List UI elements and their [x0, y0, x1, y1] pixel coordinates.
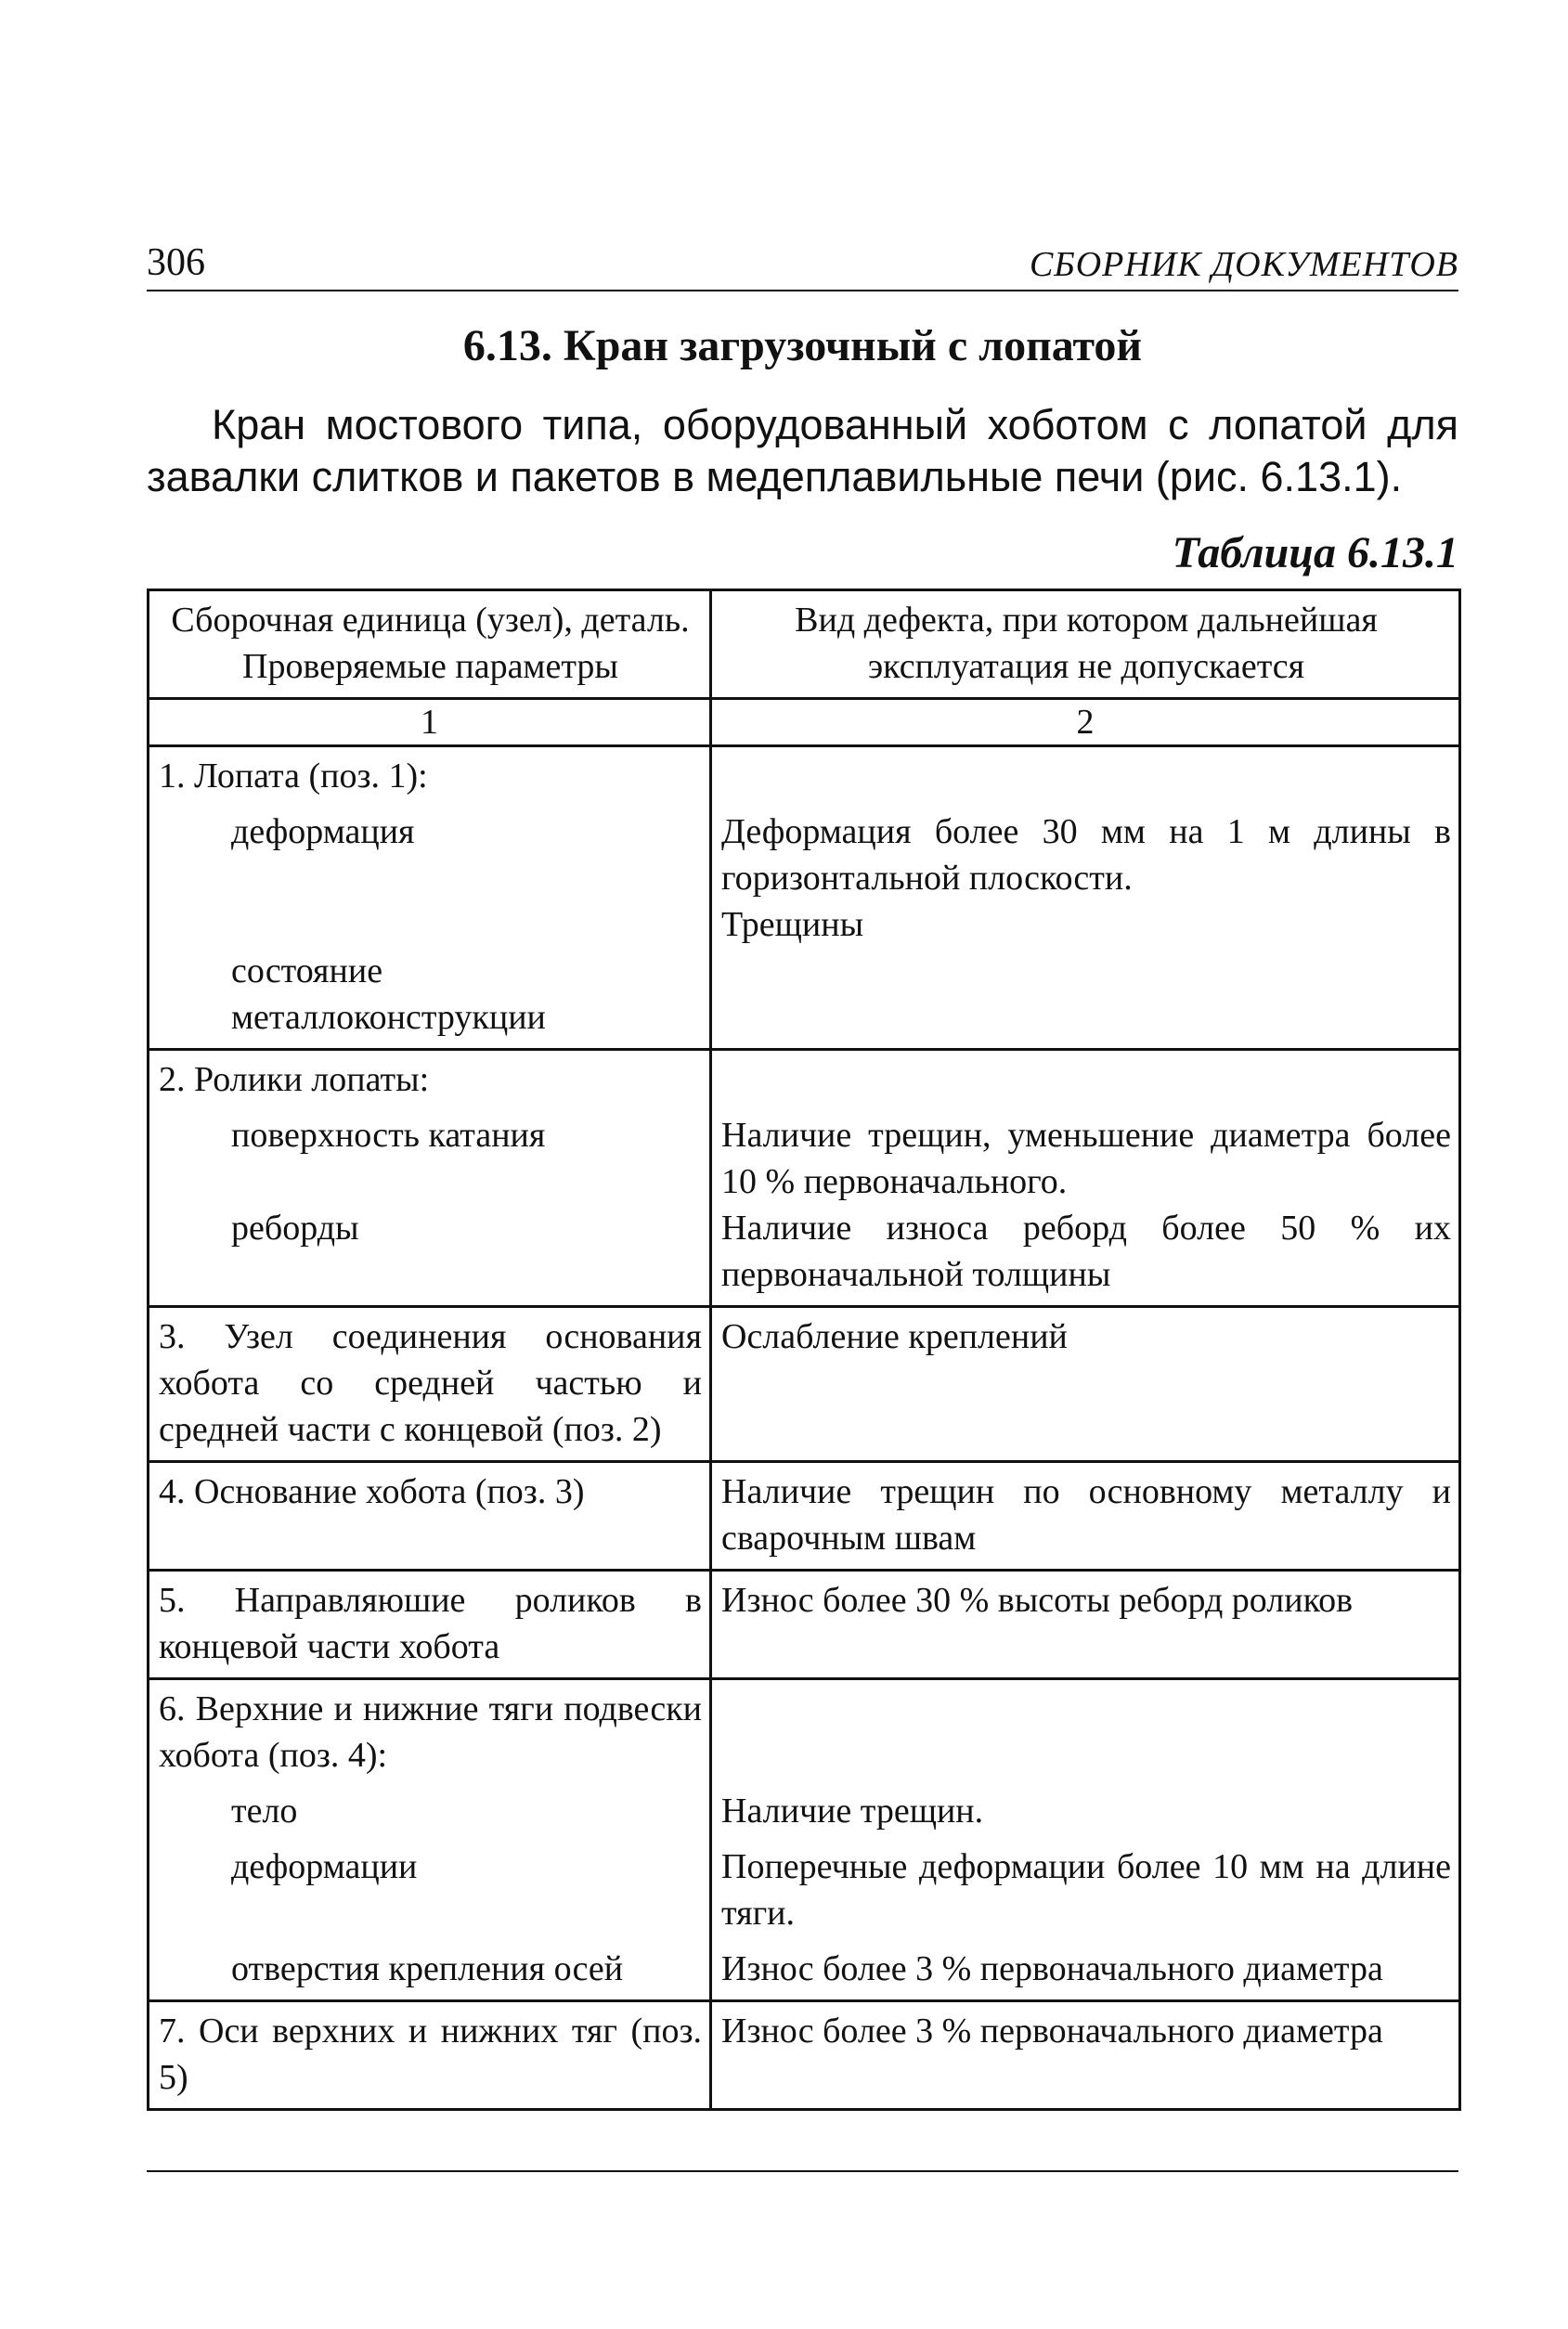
section-title: 6.13. Кран загрузочный с лопатой — [462, 321, 1143, 370]
param-spacer — [159, 1890, 702, 1936]
defect-item: Деформация более 30 мм на 1 м длины в горизонтальной плоскости. — [721, 812, 1451, 898]
param-item: деформация — [231, 812, 415, 851]
table-header-row — [149, 590, 1460, 699]
group-title: 1. Лопата (поз. 1): — [159, 757, 428, 796]
table-row — [149, 1462, 1460, 1571]
column-number-row — [149, 699, 1460, 746]
defect-item: Износ более 3 % первоначального диаметра — [721, 1949, 1383, 1988]
param-item: отверстия крепления осей — [231, 1949, 624, 1988]
defect-cell — [711, 1050, 1460, 1307]
defect-spacer — [721, 1056, 1451, 1103]
defect-cell: Износ более 30 % высоты реборд роликов — [711, 1571, 1460, 1679]
defect-cell — [711, 746, 1460, 1050]
param-cell — [149, 1050, 711, 1307]
defect-item: Наличие износа реборд более 50 % их первоначальной толщины — [721, 1209, 1451, 1294]
table-row — [149, 2001, 1460, 2110]
group-title: 2. Ролики лопаты: — [159, 1060, 430, 1099]
col2-number: 2 — [711, 699, 1460, 746]
param-item: поверхность катания — [231, 1116, 546, 1155]
col1-header: Сборочная единица (узел), деталь. Проверяемые параметры — [149, 590, 711, 699]
table-caption: Таблица 6.13.1 — [1172, 528, 1458, 577]
table-row — [149, 1679, 1460, 2001]
param-cell: 5. Направляюшие роликов в концевой части хобота — [149, 1571, 711, 1679]
param-cell: 7. Оси верхних и нижних тяг (поз. 5) — [149, 2001, 711, 2110]
param-cell — [149, 1679, 711, 2001]
defect-spacer — [721, 1686, 1451, 1779]
table-row — [149, 1050, 1460, 1307]
header-rule — [147, 290, 1458, 291]
col1-number: 1 — [149, 699, 711, 746]
param-cell: 4. Основание хобота (поз. 3) — [149, 1462, 711, 1571]
param-cell — [149, 746, 711, 1050]
defect-item: Наличие трещин. — [721, 1792, 984, 1831]
page-number: 306 — [147, 241, 205, 284]
param-spacer — [159, 855, 702, 948]
table-row — [149, 1307, 1460, 1462]
table-row — [149, 746, 1460, 1050]
defect-spacer — [721, 753, 1451, 799]
defect-item: Трещины — [721, 905, 864, 944]
intro-paragraph: Кран мостового типа, оборудованный хоботом с лопатой для завалки слитков и пакетов в медеплавильные печи (рис. 6.13.1). — [147, 401, 1458, 500]
defect-item: Наличие трещин, уменьшение диаметра более 10 % первоначального. — [721, 1116, 1451, 1201]
table-row — [149, 1571, 1460, 1679]
param-item: тело — [231, 1792, 298, 1831]
running-title: СБОРНИК ДОКУМЕНТОВ — [1029, 245, 1458, 284]
param-item: деформации — [231, 1847, 418, 1886]
defect-cell — [711, 1679, 1460, 2001]
bottom-rule — [147, 2170, 1458, 2172]
defect-cell: Наличие трещин по основному металлу и сварочным швам — [711, 1462, 1460, 1571]
param-item: состояние металлоконструкции — [231, 951, 546, 1037]
defects-table — [147, 589, 1461, 2111]
defect-item: Поперечные деформации более 10 мм на длине тяги. — [721, 1847, 1451, 1933]
defect-cell: Износ более 3 % первоначального диаметра — [711, 2001, 1460, 2110]
group-title: 6. Верхние и нижние тяги подвески хобота (поз. 4): — [159, 1689, 702, 1775]
col2-header: Вид дефекта, при котором дальнейшая эксплуатация не допускается — [711, 590, 1460, 699]
param-spacer — [159, 1158, 702, 1205]
param-item: реборды — [231, 1209, 359, 1248]
param-cell: 3. Узел соединения основания хобота со средней частью и средней части с концевой (поз. 2) — [149, 1307, 711, 1462]
defect-cell: Ослабление креплений — [711, 1307, 1460, 1462]
